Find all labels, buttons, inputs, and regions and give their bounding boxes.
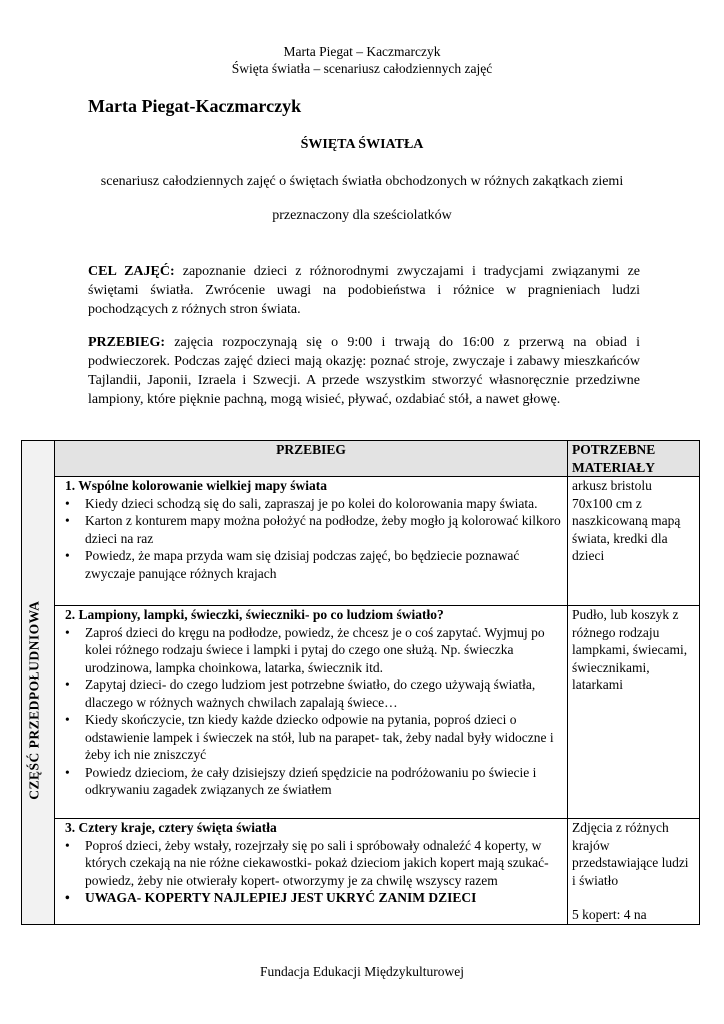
list-item: • Zapytaj dzieci- do czego ludziom jest potrzebne światło, do czego używają światła, dlaczego w różnych ważnych chwilach zapalają świece… (85, 676, 563, 711)
document-title: ŚWIĘTA ŚWIATŁA (300, 137, 424, 152)
table-row (22, 819, 700, 925)
list-item: • Powiedz dzieciom, że cały dzisiejszy dzień spędzicie na podróżowaniu po świecie i odkrywaniu zagadek związanych ze światłem (85, 764, 563, 799)
header-title: Święta światła – scenariusz całodziennych zajęć (231, 61, 493, 76)
document-audience: przeznaczony dla sześciolatków (272, 208, 452, 223)
materials-cell (568, 819, 700, 925)
activity-title: 3. Cztery kraje, cztery święta światła (65, 820, 277, 835)
materials-cell: arkusz bristolu 70x100 cm z naszkicowaną mapą świata, kredki dla dzieci (568, 477, 700, 606)
list-item: • UWAGA- KOPERTY NAJLEPIEJ JEST UKRYĆ ZANIM DZIECI (85, 889, 563, 907)
table-header-row (22, 441, 700, 477)
column-header-materialy: POTRZEBNE MATERIAŁY (568, 441, 700, 477)
goal-text: zapoznanie dzieci z różnorodnymi zwyczajami i tradycjami związanymi ze świętami światła. Zwrócenie uwagi na podobieństwa i różnice w pragnieniach ludzi pochodzących z różnych stron świata. (88, 264, 641, 317)
section-label: CZĘŚĆ PRZEDPOŁUDNIOWA (26, 600, 42, 800)
list-item: • Karton z konturem mapy można położyć na podłodze, żeby mogło ją kolorować kilkoro dzieci na raz (85, 512, 563, 547)
activity-title: 1. Wspólne kolorowanie wielkiej mapy świata (65, 478, 328, 493)
document-subtitle: scenariusz całodziennych zajęć o świętach światła obchodzonych w różnych zakątkach ziemi (100, 174, 624, 189)
materials-text: 5 kopert: 4 na (572, 907, 647, 922)
schedule-paragraph (88, 333, 640, 409)
activity-cell (55, 606, 568, 819)
list-item: • Zaproś dzieci do kręgu na podłodze, powiedz, że chcesz je o coś zapytać. Wyjmuj po kolei różnego rodzaju świece i lampki i pytaj do czego one służą. Np. świeczka urodzinowa, lampka choinkowa, latarka, świecznik itd. (85, 624, 563, 677)
schedule-label: PRZEBIEG: (88, 335, 166, 350)
lesson-plan-table (21, 440, 700, 925)
list-item: • Poproś dzieci, żeby wstały, rozejrzały się po sali i spróbowały odnaleźć 4 koperty, w których czekają na nie różne ciekawostki- pokaż dzieciom jakich kopert mają szukać- powiedz, żeby nie otwierały kopert- otworzymy je za chwilę wszyscy razem (85, 837, 563, 890)
activity-cell (55, 819, 568, 925)
document-author: Marta Piegat-Kaczmarczyk (88, 96, 302, 116)
header-author: Marta Piegat – Kaczmarczyk (283, 44, 441, 59)
list-item: • Kiedy skończycie, tzn kiedy każde dziecko odpowie na pytania, poproś dzieci o odstawienie lampek i świeczek na stół, lub na parapet- tak, żeby nadal były widoczne i żeby ich nie zniszczyć (85, 711, 563, 764)
activity-cell (55, 477, 568, 606)
activity-title: 2. Lampiony, lampki, świeczki, świeczniki- po co ludziom światło? (65, 607, 444, 622)
column-header-przebieg: PRZEBIEG (55, 441, 568, 477)
materials-text: Zdjęcia z różnych krajów przedstawiające ludzi i światło (572, 820, 689, 888)
side-column (22, 441, 55, 925)
page-footer: Fundacja Edukacji Międzykulturowej (260, 964, 464, 979)
list-item: • Powiedz, że mapa przyda wam się dzisiaj podczas zajęć, bo będziecie poznawać zwyczaje panujące różnych krajach (85, 547, 563, 582)
materials-cell: Pudło, lub koszyk z różnego rodzaju lampkami, świecami, świecznikami, latarkami (568, 606, 700, 819)
schedule-text: zajęcia rozpoczynają się o 9:00 i trwają do 16:00 z przerwą na obiad i podwieczorek. Podczas zajęć dzieci mają okazję: poznać stroje, zwyczaje i zabawy mieszkańców Tajlandii, Japonii, Izraela i Szwecji. A przede wszystkim stworzyć własnoręcznie przedziwne lampiony, które pięknie pachną, mogą wisieć, pływać, ozdabiać stół, a nawet głowę. (88, 335, 640, 407)
table-row (22, 477, 700, 606)
table-row (22, 606, 700, 819)
list-item: • Kiedy dzieci schodzą się do sali, zapraszaj je po kolei do kolorowania mapy świata. (85, 495, 563, 513)
goal-label: CEL ZAJĘĆ: (88, 264, 175, 279)
goal-paragraph (88, 262, 640, 319)
